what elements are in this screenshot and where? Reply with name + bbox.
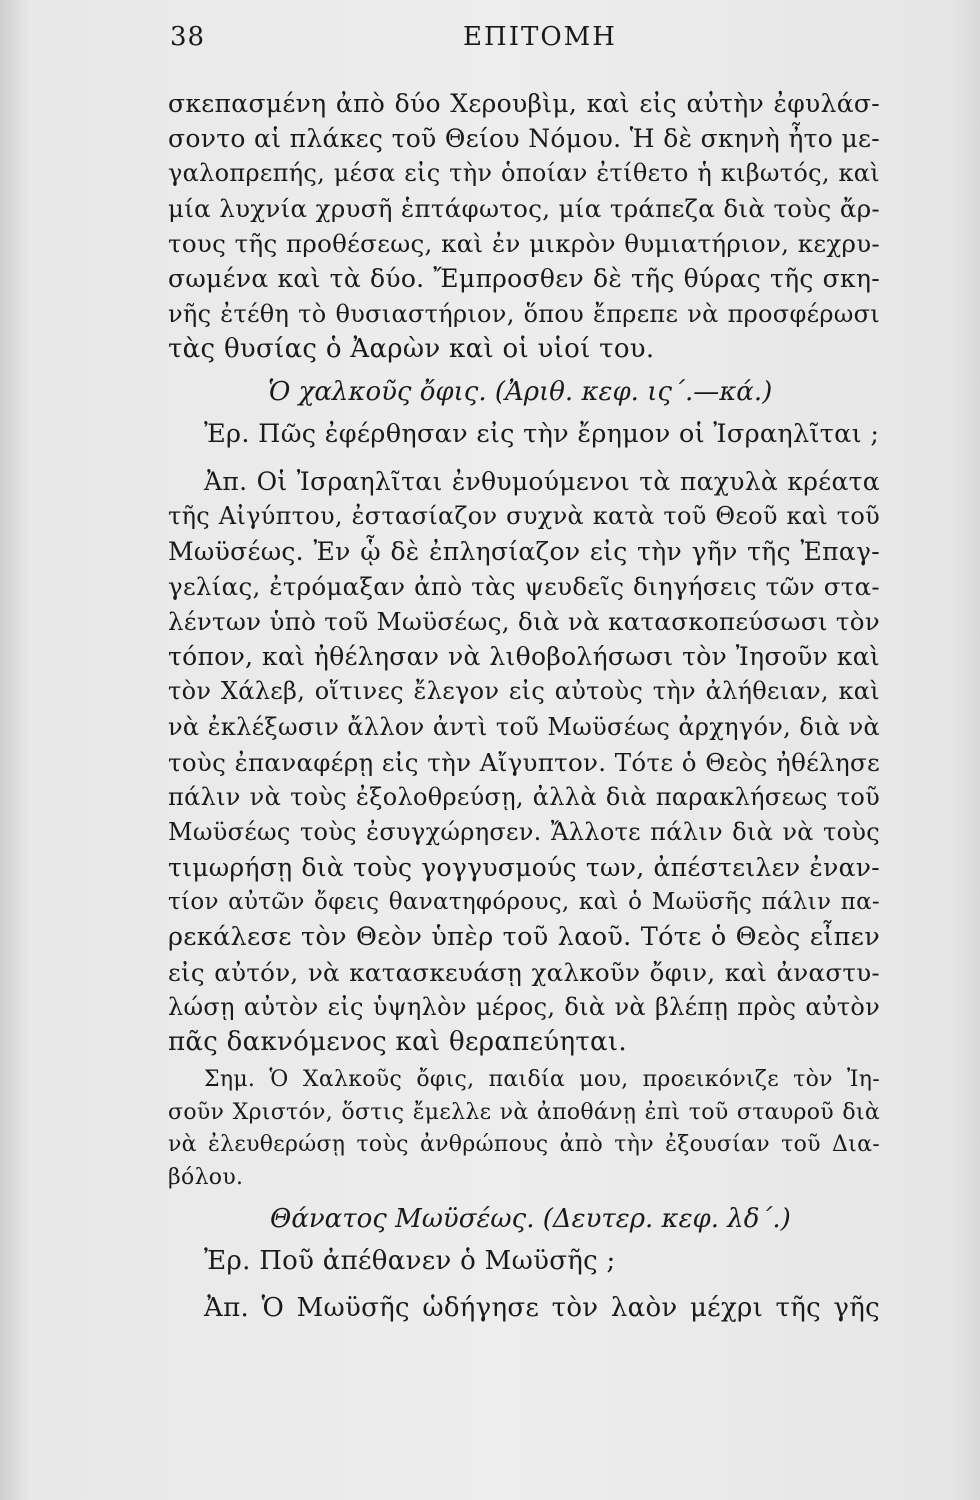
paragraph-tabernacle (168, 86, 880, 367)
text-line: Μωϋσέως τοὺς ἐσυγχώρησεν. Ἄλλοτε πάλιν διὰ νὰ τοὺς (168, 817, 880, 846)
spacer (168, 1279, 880, 1291)
text-line: τὰς θυσίας ὁ Ἀαρὼν καὶ οἱ υἱοί του. (168, 333, 655, 364)
text-line: γελίας, ἐτρόμαξαν ἀπὸ τὰς ψευδεῖς διηγήσεις τῶν στα- (168, 572, 880, 602)
running-title: ΕΠΙΤΟΜΗ (463, 22, 617, 52)
text-line: σκεπασμένη ἀπὸ δύο Χερουβὶμ, καὶ εἰς αὐτὴν ἐφυλάσ- (168, 89, 880, 118)
note-line: νὰ ἐλευθερώσῃ τοὺς ἀνθρώπους ἀπὸ τὴν ἐξουσίαν τοῦ Δια- (168, 1132, 880, 1158)
text-line: εἰς αὐτόν, νὰ κατασκευάσῃ χαλκοῦν ὄφιν, καὶ ἀναστυ- (168, 958, 880, 988)
note-line: σοῦν Χριστόν, ὅστις ἔμελλε νὰ ἀποθάνῃ ἐπὶ τοῦ σταυροῦ διὰ (168, 1099, 880, 1125)
body-text (168, 86, 880, 1326)
footnote-remark (168, 1064, 880, 1194)
text-line: τοὺς ἐπαναφέρῃ εἰς τὴν Αἴγυπτον. Τότε ὁ Θεὸς ἠθέλησε (168, 747, 880, 777)
question-line: Ἐρ. Ποῦ ἀπέθανεν ὁ Μωϋσῆς ; (204, 1246, 616, 1276)
page-number: 38 (170, 22, 206, 52)
answer-line: Ἀπ. Ὁ Μωϋσῆς ὡδήγησε τὸν λαὸν μέχρι τῆς γῆς (204, 1293, 880, 1324)
note-line: Σημ. Ὁ Χαλκοῦς ὄφις, παιδία μου, προεικόνιζε τὸν Ἰη- (204, 1067, 880, 1093)
text-line: μία λυχνία χρυσῆ ἑπτάφωτος, μία τράπεζα διὰ τοὺς ἄρ- (168, 194, 880, 224)
running-head (170, 22, 880, 62)
text-line: Μωϋσέως. Ἐν ᾧ δὲ ἐπλησίαζον εἰς τὴν γῆν τῆς Ἐπαγ- (168, 537, 880, 567)
question-line: Ἐρ. Πῶς ἐφέρθησαν εἰς τὴν ἔρημον οἱ Ἰσραηλῖται ; (204, 418, 880, 449)
section-heading-death-of-moses: Θάνατος Μωϋσέως. (Δευτερ. κεφ. λδ΄.) (270, 1204, 791, 1234)
text-line: λώσῃ αὐτὸν εἰς ὑψηλὸν μέρος, διὰ νὰ βλέπῃ πρὸς αὐτὸν (168, 993, 880, 1022)
text-line: τῆς Αἰγύπτου, ἐστασίαζον συχνὰ κατὰ τοῦ Θεοῦ καὶ τοῦ (168, 501, 880, 530)
text-line: τὸν Χάλεβ, οἵτινες ἔλεγον εἰς αὐτοὺς τὴν ἀλήθειαν, καὶ (168, 677, 880, 706)
text-line: νῆς ἐτέθη τὸ θυσιαστήριον, ὅπου ἔπρεπε νὰ προσφέρωσι (168, 299, 880, 328)
section-heading-bronze-serpent: Ὁ χαλκοῦς ὄφις. (Ἀριθ. κεφ. ις΄.—κά.) (268, 376, 773, 407)
text-line: πᾶς δακνόμενος καὶ θεραπεύηται. (168, 1027, 627, 1058)
text-line: γαλοπρεπής, μέσα εἰς τὴν ὁποίαν ἐτίθετο ἡ κιβωτός, καὶ (168, 159, 880, 188)
text-line: τους τῆς προθέσεως, καὶ ἐν μικρὸν θυμιατήριον, κεχρυ- (168, 229, 880, 259)
text-line: λέντων ὑπὸ τοῦ Μωϋσέως, διὰ νὰ κατασκοπεύσωσι τὸν (168, 607, 880, 637)
text-line: τιμωρήσῃ διὰ τοὺς γογγυσμούς των, ἀπέστειλεν ἐναν- (168, 852, 880, 882)
text-line: Ἀπ. Οἱ Ἰσραηλῖται ἐνθυμούμενοι τὰ παχυλὰ κρέατα (204, 466, 880, 496)
text-line: νὰ ἐκλέξωσιν ἄλλον ἀντὶ τοῦ Μωϋσέως ἀρχηγόν, διὰ νὰ (168, 712, 880, 741)
spacer (168, 452, 880, 464)
note-line: βόλου. (168, 1164, 244, 1190)
text-line: σοντο αἱ πλάκες τοῦ Θείου Νόμου. Ἡ δὲ σκηνὴ ἦτο με- (168, 124, 880, 154)
text-line: τόπον, καὶ ἠθέλησαν νὰ λιθοβολήσωσι τὸν Ἰησοῦν καὶ (168, 642, 880, 672)
text-line: τίον αὐτῶν ὄφεις θανατηφόρους, καὶ ὁ Μωϋσῆς πάλιν πα- (168, 888, 880, 915)
answer-bronze-serpent (168, 464, 880, 1061)
text-line: ρεκάλεσε τὸν Θεὸν ὑπὲρ τοῦ λαοῦ. Τότε ὁ Θεὸς εἶπεν (168, 922, 880, 953)
text-line: σωμένα καὶ τὰ δύο. Ἔμπροσθεν δὲ τῆς θύρας τῆς σκη- (168, 264, 880, 294)
text-line: πάλιν νὰ τοὺς ἐξολοθρεύσῃ, ἀλλὰ διὰ παρακλήσεως τοῦ (168, 782, 880, 811)
